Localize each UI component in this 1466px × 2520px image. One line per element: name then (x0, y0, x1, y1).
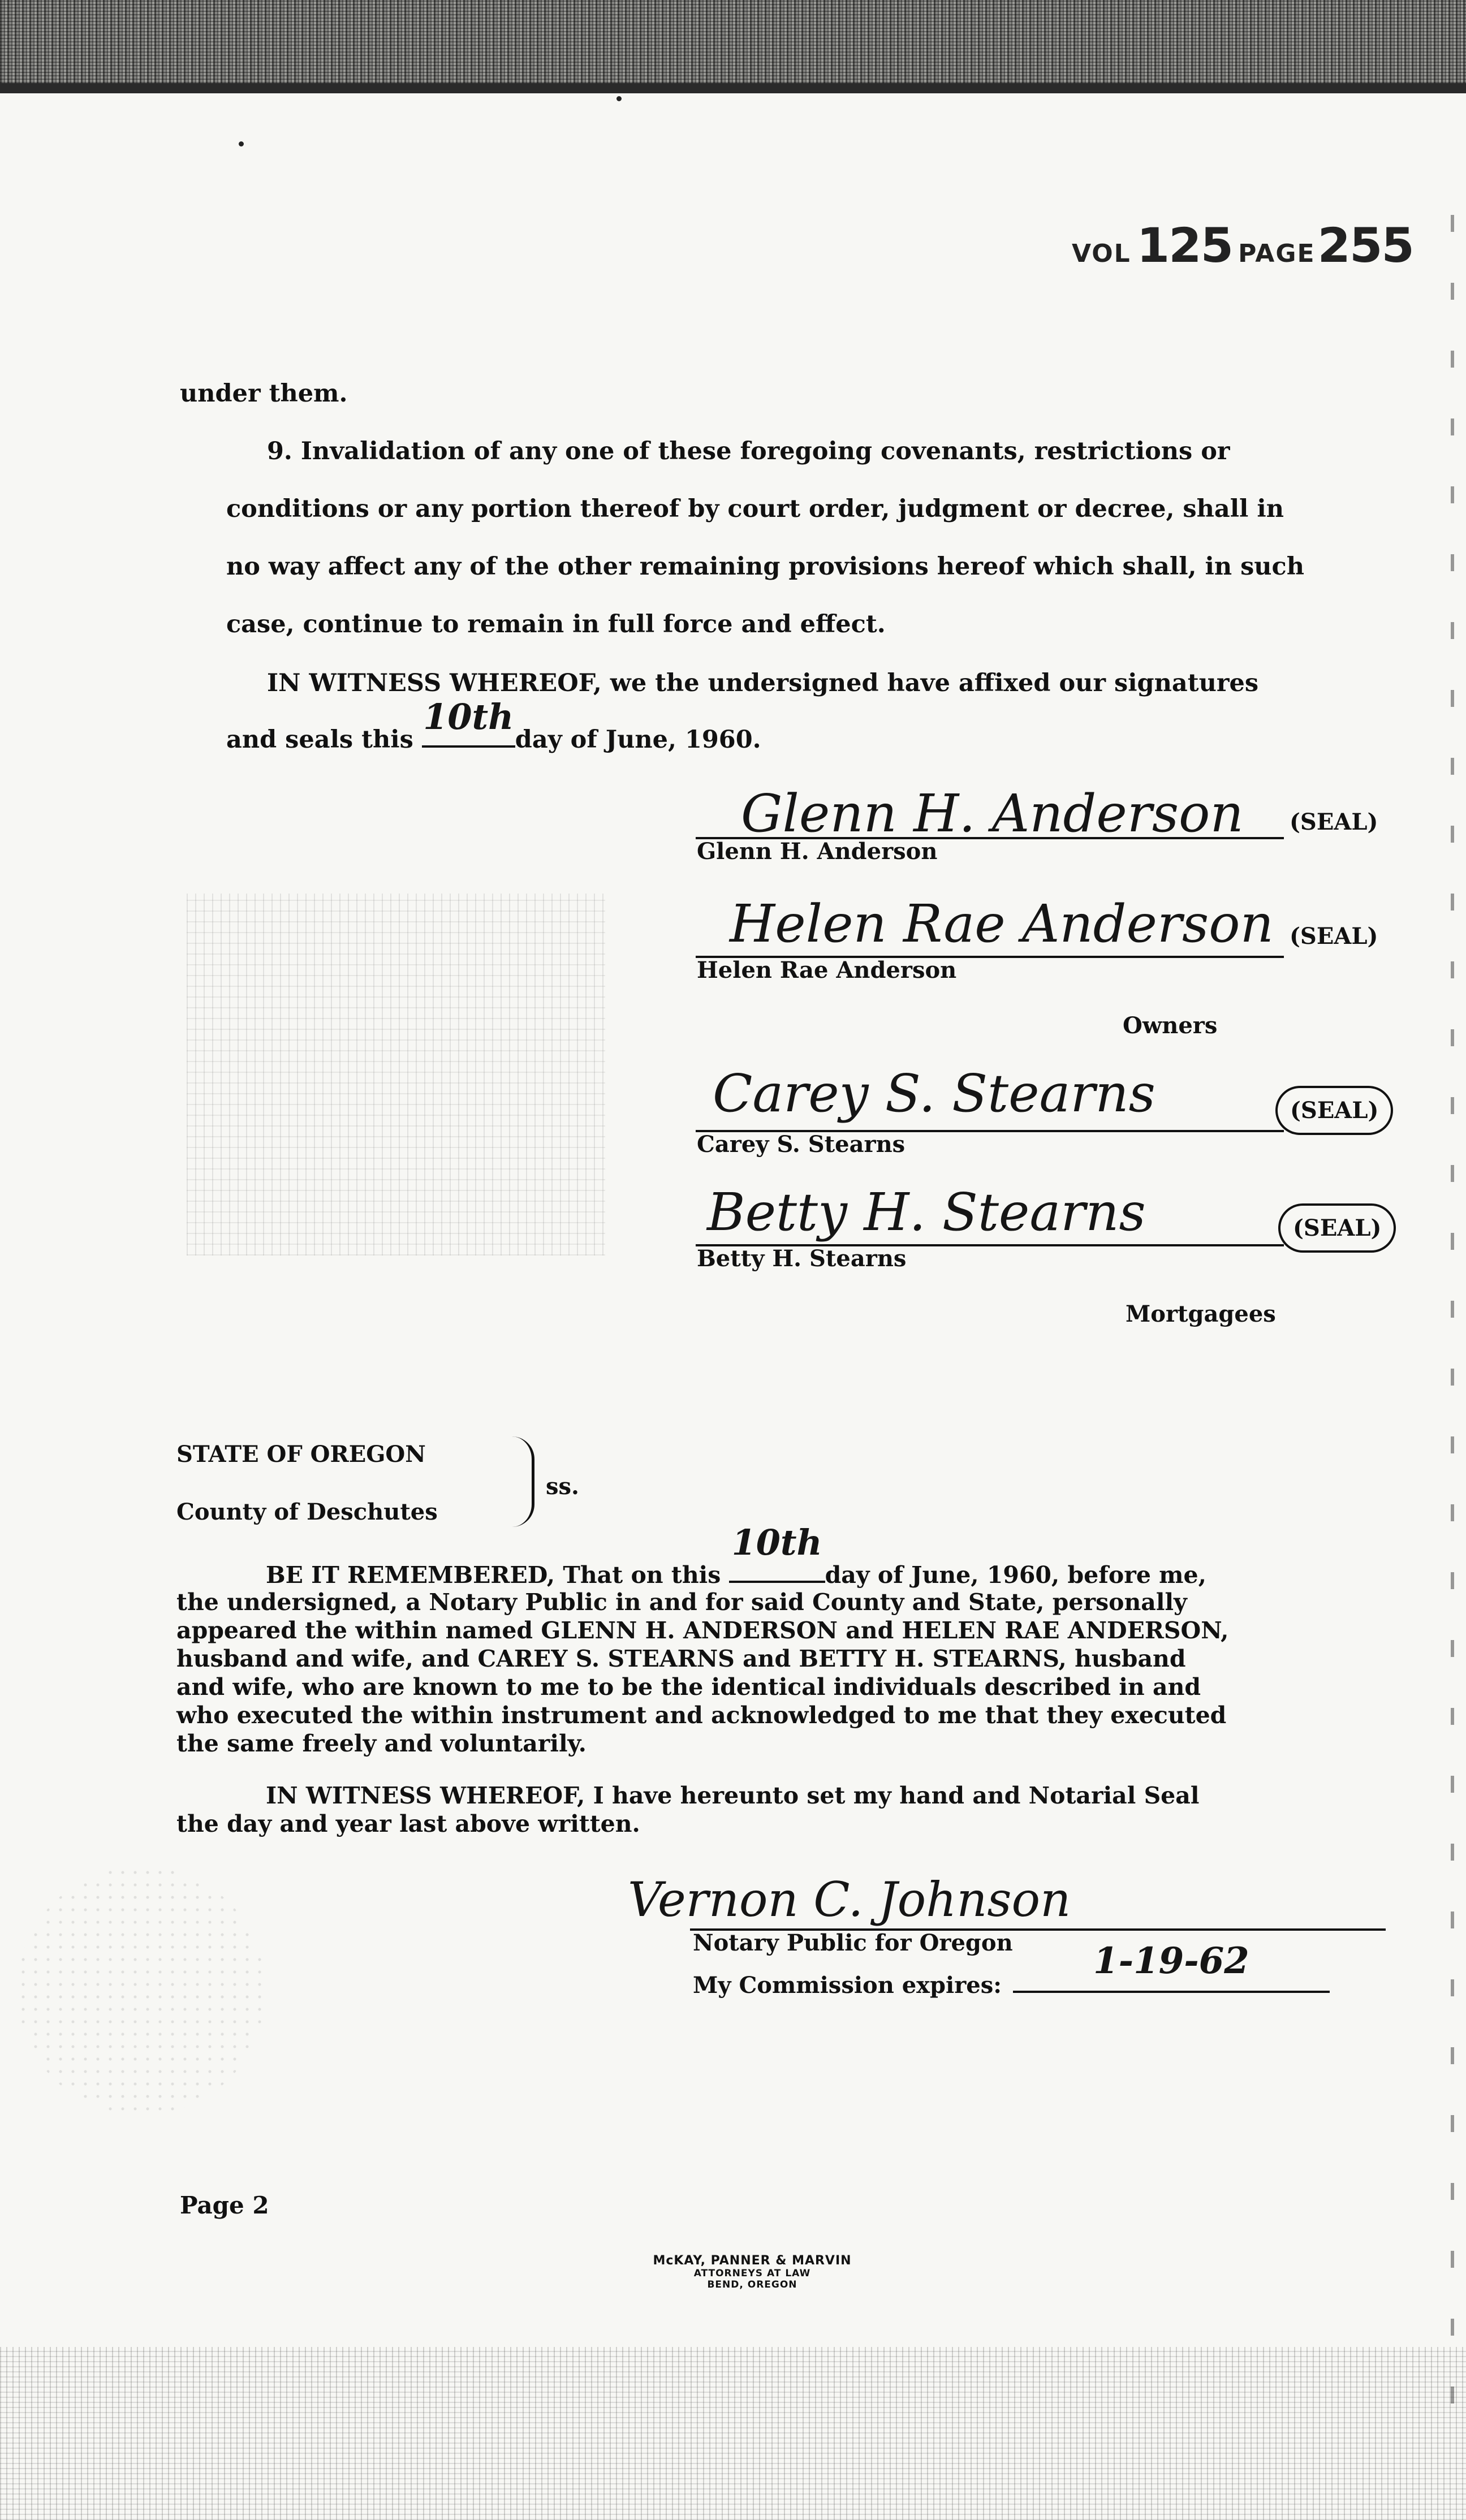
ack-line-6: who executed the within instrument and acknowledged to me that they executed (176, 1702, 1227, 1729)
ack-suffix: day of June, 1960, before me, (825, 1561, 1206, 1589)
commission-date-field (1013, 1940, 1330, 1993)
firm-role: ATTORNEYS AT LAW (693, 2268, 811, 2279)
ack-line-3: appeared the within named GLENN H. ANDERSON and HELEN RAE ANDERSON, (176, 1617, 1229, 1644)
ack-line-2: the undersigned, a Notary Public in and for said County and State, personally (176, 1589, 1187, 1616)
signer-name-2: Helen Rae Anderson (697, 957, 957, 983)
signature-script-4: Betty H. Stearns (707, 1182, 1146, 1242)
scan-noise-bottom (0, 2347, 1466, 2520)
bleed-through-marks (187, 894, 605, 1255)
ack-day-fill-field (729, 1522, 825, 1583)
ack-line-7: the same freely and voluntarily. (176, 1730, 587, 1757)
seal-4: (SEAL) (1278, 1203, 1396, 1253)
scan-edge-right (1451, 170, 1454, 2404)
text-under-them: under them. (180, 379, 348, 408)
ack-prefix: BE IT REMEMBERED, That on this (266, 1561, 721, 1589)
seals-date-line (226, 696, 761, 768)
page-number: 255 (1317, 218, 1413, 273)
ack-line-4: husband and wife, and CAREY S. STEARNS and BETTY H. STEARNS, husband (176, 1645, 1186, 1672)
page-label: PAGE (1238, 239, 1316, 268)
firm-name: McKAY, PANNER & MARVIN (653, 2254, 852, 2268)
handwritten-day: 10th (423, 696, 514, 737)
vol-label: VOL (1072, 239, 1131, 268)
owners-label: Owners (1123, 1012, 1218, 1039)
notary-title: Notary Public for Oregon (693, 1930, 1013, 1956)
mortgagees-label: Mortgagees (1126, 1301, 1276, 1327)
signature-script-1: Glenn H. Anderson (741, 783, 1244, 844)
venue-ss: ss. (546, 1473, 579, 1500)
ack-handwritten-day: 10th (731, 1522, 822, 1563)
seals-prefix: and seals this (226, 726, 413, 754)
witness-line: IN WITNESS WHEREOF, we the undersigned have affixed our signatures (267, 669, 1259, 697)
commission-date: 1-19-62 (1093, 1940, 1249, 1982)
notary-signature-script: Vernon C. Johnson (628, 1872, 1071, 1927)
page-label: Page 2 (180, 2191, 269, 2219)
clause-9-line-1: 9. Invalidation of any one of these foregoing covenants, restrictions or (267, 437, 1230, 465)
dust-speck (239, 141, 244, 146)
clause-9-line-4: case, continue to remain in full force and effect. (226, 610, 886, 638)
signer-name-1: Glenn H. Anderson (697, 838, 938, 865)
signature-script-2: Helen Rae Anderson (730, 894, 1274, 954)
ack-witness-line-1: IN WITNESS WHEREOF, I have hereunto set my hand and Notarial Seal (266, 1782, 1200, 1809)
signature-script-3: Carey S. Stearns (713, 1063, 1155, 1124)
ack-line-5: and wife, who are known to me to be the identical individuals described in and (176, 1673, 1201, 1701)
venue-state: STATE OF OREGON (176, 1441, 426, 1468)
commission-label: My Commission expires: (693, 1972, 1002, 1999)
seal-1: (SEAL) (1290, 809, 1378, 835)
venue-brace (509, 1436, 534, 1527)
firm-footer (566, 2254, 939, 2290)
day-fill-field (422, 696, 515, 748)
scan-noise-top (0, 0, 1466, 93)
ack-line-1 (266, 1522, 1206, 1589)
notarial-seal-impression (17, 1866, 266, 2115)
signer-name-4: Betty H. Stearns (697, 1245, 907, 1272)
venue-county: County of Deschutes (176, 1499, 438, 1525)
seals-suffix: day of June, 1960. (515, 726, 761, 754)
clause-9-line-2: conditions or any portion thereof by court order, judgment or decree, shall in (226, 495, 1284, 523)
ack-witness-line-2: the day and year last above written. (176, 1810, 640, 1837)
seal-2: (SEAL) (1290, 923, 1378, 950)
volume-page-stamp (1072, 218, 1419, 273)
clause-9-line-3: no way affect any of the other remaining provisions hereof which shall, in such (226, 553, 1304, 581)
seal-3: (SEAL) (1275, 1086, 1393, 1135)
firm-city: BEND, OREGON (707, 2279, 797, 2290)
dust-speck (616, 96, 622, 101)
vol-number: 125 (1136, 218, 1233, 273)
signer-name-3: Carey S. Stearns (697, 1131, 906, 1158)
